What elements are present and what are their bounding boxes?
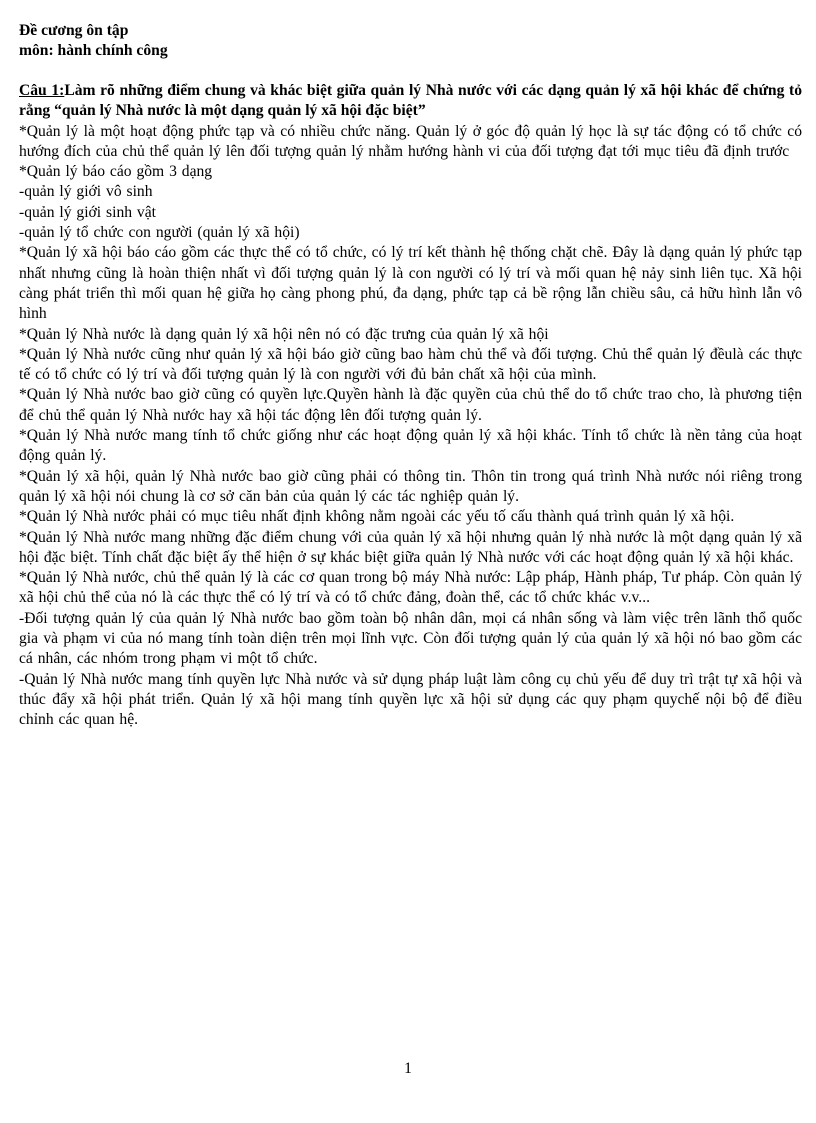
list-item: -quản lý giới sinh vật	[19, 203, 156, 221]
paragraph: *Quản lý Nhà nước mang những đặc điểm chung với của quản lý xã hội nhưng quản lý nhà nước là một dạng quản lý xã hội đặc biệt. Tính chất đặc biệt ấy thể hiện ở sự khác biệt giữa quản lý Nhà nước với các hoạt động quản lý xã hội khác.	[19, 528, 802, 566]
question-text: Làm rõ những điểm chung và khác biệt giữa quản lý Nhà nước với các dạng quản lý xã hội khác để chứng tỏ rằng “quản lý Nhà nước là một dạng quản lý xã hội đặc biệt”	[19, 82, 802, 120]
paragraph: *Quản lý Nhà nước là dạng quản lý xã hội nên nó có đặc trưng của quản lý xã hội	[19, 325, 549, 343]
paragraph: *Quản lý báo cáo gồm 3 dạng	[19, 163, 213, 181]
paragraph: *Quản lý Nhà nước, chủ thể quản lý là các cơ quan trong bộ máy Nhà nước: Lập pháp, Hành pháp, Tư pháp. Còn quản lý xã hội chủ thể của nó là các thực thể có lý trí và có tổ chức đảng, đoàn thể, các tổ chức khác v.v...	[19, 569, 802, 607]
paragraph: -Quản lý Nhà nước mang tính quyền lực Nhà nước và sử dụng pháp luật làm công cụ chủ yếu để duy trì trật tự xã hội và thúc đẩy xã hội phát triển. Quản lý xã hội mang tính quyền lực xã hội sử dụng các quy phạm quychế nội bộ để điều chỉnh các quan hệ.	[19, 670, 802, 729]
question-label: Câu 1:	[19, 82, 65, 99]
paragraph: *Quản lý là một hoạt động phức tạp và có nhiều chức năng. Quản lý ở góc độ quản lý học là sự tác động có tổ chức có hướng đích của chủ thể quản lý lên đối tượng quản lý nhằm hướng hành vi của đối tượng đạt tới mục tiêu đã định trước	[19, 122, 802, 160]
spacer	[19, 61, 802, 81]
page-number: 1	[404, 1060, 412, 1077]
list-item: -quản lý giới vô sinh	[19, 183, 153, 201]
document-page	[19, 21, 802, 731]
document-subject: môn: hành chính công	[19, 42, 168, 59]
paragraph: *Quản lý xã hội, quản lý Nhà nước bao giờ cũng phải có thông tin. Thôn tin trong quá trình Nhà nước nói riêng trong quản lý xã hội nói chung là cơ sở căn bản của quản lý các tác nghiệp quản lý.	[19, 467, 802, 505]
paragraph: *Quản lý Nhà nước cũng như quản lý xã hội báo giờ cũng bao hàm chủ thể và đối tượng. Chủ thể quản lý đềulà các thực tế có tổ chức có lý trí và đối tượng quản lý là con người với đủ bản chất xã hội của mình.	[19, 345, 802, 384]
paragraph: *Quản lý Nhà nước phải có mục tiêu nhất định không nằm ngoài các yếu tố cấu thành quá trình quản lý xã hội.	[19, 508, 735, 526]
paragraph: *Quản lý Nhà nước mang tính tổ chức giống như các hoạt động quản lý xã hội khác. Tính tổ chức là nền tảng của hoạt động quản lý.	[19, 427, 802, 465]
paragraph: *Quản lý Nhà nước bao giờ cũng có quyền lực.Quyền hành là đặc quyền của chủ thể do tổ chức trao cho, là phương tiện để chủ thể quản lý Nhà nước hay xã hội tác động lên đối tượng quản lý.	[19, 386, 802, 424]
paragraph: -Đối tượng quản lý của quản lý Nhà nước bao gồm toàn bộ nhân dân, mọi cá nhân sống và làm việc trên lãnh thổ quốc gia và phạm vi của nó mang tính toàn diện trên mọi lĩnh vực. Còn đối tượng quản lý của quản lý xã hội nó bao gồm các cá nhân, các nhóm trong phạm vi một tổ chức.	[19, 609, 802, 668]
question-heading	[19, 81, 802, 122]
list-item: -quản lý tổ chức con người (quản lý xã hội)	[19, 224, 300, 242]
paragraph: *Quản lý xã hội báo cáo gồm các thực thể có tổ chức, có lý trí kết thành hệ thống chặt chẽ. Đây là dạng quản lý phức tạp nhất nhưng cũng là hoàn thiện nhất vì đối tượng quản lý là con người có lý trí và mối quan hệ nảy sinh liên tục. Xã hội càng phát triển thì mối quan hệ giữa họ càng phong phú, đa dạng, phức tạp cả bề rộng lẫn chiều sâu, cả hữu hình lẫn vô hình	[19, 244, 802, 323]
document-title: Đề cương ôn tập	[19, 22, 129, 39]
